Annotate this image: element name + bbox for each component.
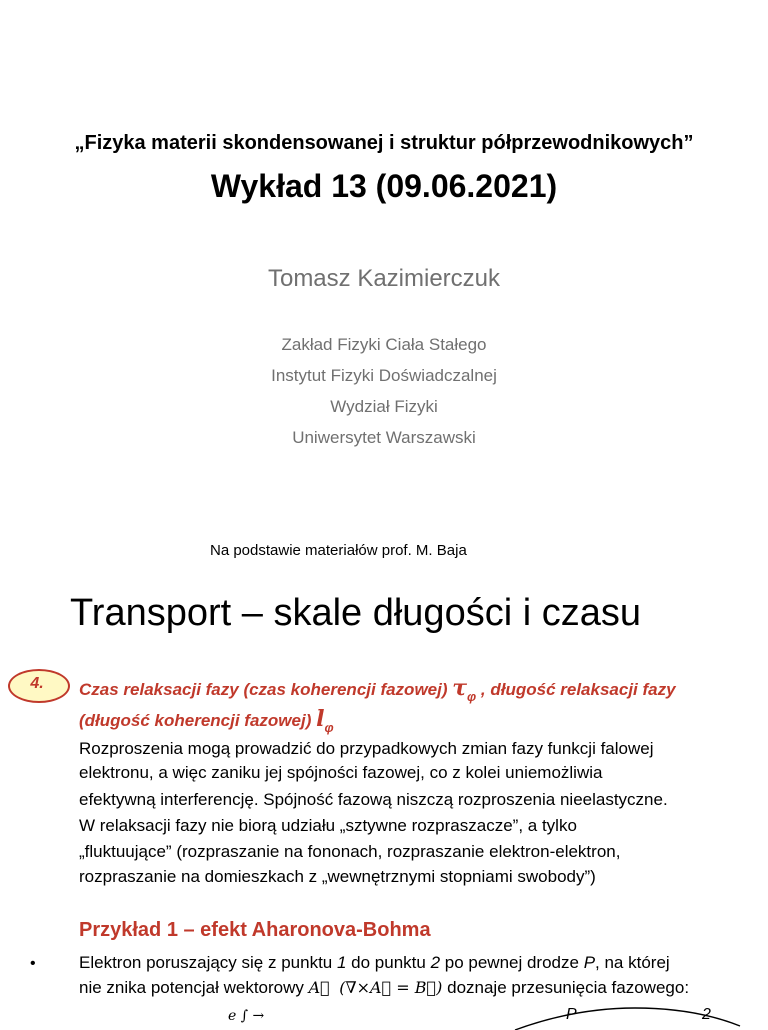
body-text-line: „fluktuujące” (rozpraszanie na fononach, rozpraszanie elektron-elektron, bbox=[79, 842, 621, 861]
affiliation-faculty: Wydział Fizyki bbox=[330, 397, 438, 416]
example-heading: Przykład 1 – efekt Aharonova-Bohma bbox=[79, 919, 431, 941]
affiliation-university: Uniwersytet Warszawski bbox=[292, 428, 476, 447]
body-text-line: Rozproszenia mogą prowadzić do przypadkowych zmian fazy funkcji falowej bbox=[79, 739, 654, 758]
phi-subscript: φ bbox=[467, 689, 477, 704]
l-symbol: l bbox=[316, 706, 325, 732]
slide-title: Transport – skale długości i czasu bbox=[70, 592, 641, 634]
affiliation-department: Zakład Fizyki Ciała Stałego bbox=[281, 335, 487, 354]
phi-subscript: φ bbox=[324, 720, 334, 735]
body-text-line: rozpraszanie na domieszkach z „wewnętrznymi stopniami swobody”) bbox=[79, 867, 596, 886]
body-text-line: elektronu, a więc zaniku jej spójności fazowej, co z kolei uniemożliwia bbox=[79, 763, 603, 782]
text-fragment: po pewnej drodze bbox=[440, 953, 584, 972]
section-heading-line-1 bbox=[79, 675, 676, 704]
vector-potential-symbol: A⃗ bbox=[308, 978, 330, 997]
example-text-line-1 bbox=[79, 953, 670, 973]
point-2: 2 bbox=[430, 953, 441, 972]
phase-formula-partial: e ∫ → bbox=[228, 1008, 265, 1024]
text-fragment: Elektron poruszający się z punktu bbox=[79, 953, 337, 972]
body-text-line: efektywną interferencję. Spójność fazową niszczą rozproszenia nieelastyczne. bbox=[79, 790, 668, 809]
item-number: 4. bbox=[30, 675, 44, 692]
diagram-label-p: P bbox=[566, 1006, 577, 1023]
author-name: Tomasz Kazimierczuk bbox=[267, 265, 501, 292]
text-fragment: doznaje przesunięcia fazowego: bbox=[442, 978, 690, 997]
body-text-line: W relaksacji fazy nie biorą udziału „sztywne rozpraszacze”, a tylko bbox=[79, 816, 577, 835]
diagram-label-2: 2 bbox=[702, 1006, 711, 1023]
lecture-title: Wykład 13 (09.06.2021) bbox=[210, 168, 558, 204]
course-title: „Fizyka materii skondensowanej i struktur półprzewodnikowych” bbox=[74, 132, 694, 154]
example-text-line-2 bbox=[79, 978, 689, 998]
heading-text: Czas relaksacji fazy (czas koherencji fazowej) bbox=[79, 680, 453, 699]
section-heading-line-2 bbox=[79, 706, 334, 735]
materials-credit: Na podstawie materiałów prof. M. Baja bbox=[210, 542, 467, 559]
tau-symbol: τ bbox=[452, 675, 468, 701]
heading-text: (długość koherencji fazowej) bbox=[79, 711, 317, 730]
text-fragment: do punktu bbox=[346, 953, 431, 972]
affiliation-institute: Instytut Fizyki Doświadczalnej bbox=[271, 366, 497, 385]
point-1: 1 bbox=[336, 953, 347, 972]
path-p: P bbox=[583, 953, 596, 972]
bullet-icon: • bbox=[30, 955, 36, 972]
text-fragment: , na której bbox=[595, 953, 670, 972]
heading-text: , długość relaksacji fazy bbox=[476, 680, 676, 699]
curl-formula: (∇×A⃗ = B⃗) bbox=[339, 978, 443, 997]
text-fragment: nie znika potencjał wektorowy bbox=[79, 978, 309, 997]
